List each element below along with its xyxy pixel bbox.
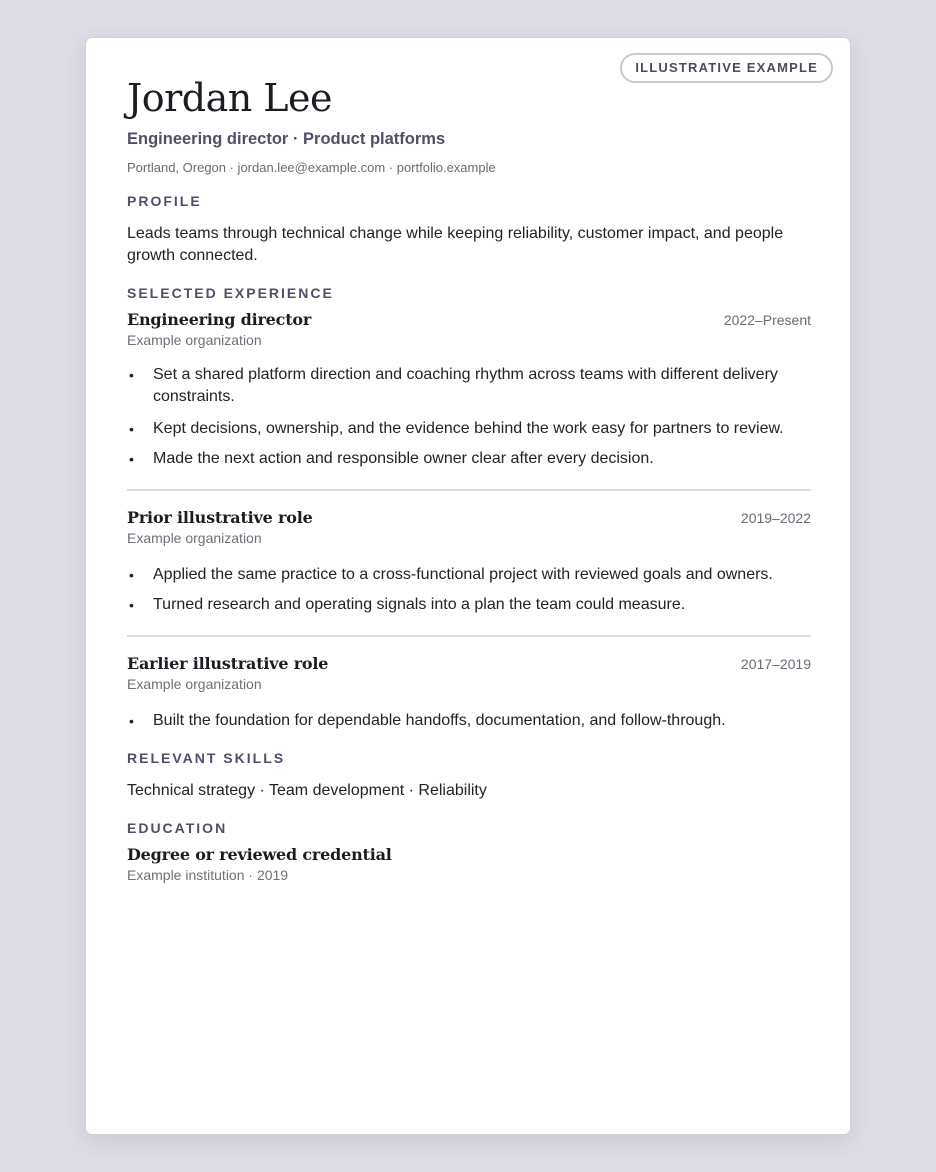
role-title: Prior illustrative role <box>127 508 313 527</box>
role-title: Engineering director <box>127 310 312 329</box>
illustrative-example-badge: ILLUSTRATIVE EXAMPLE <box>620 53 833 83</box>
role-divider <box>127 635 811 637</box>
role-bullets <box>127 564 811 616</box>
bullet-item: • Made the next action and responsible owner clear after every decision. <box>127 448 811 470</box>
contact-line: Portland, Oregon · jordan.lee@example.com · portfolio.example <box>127 160 496 175</box>
role-organization: Example organization <box>127 676 262 692</box>
role-dates: 2017–2019 <box>740 656 811 672</box>
profile-text: Leads teams through technical change while keeping reliability, customer impact, and people growth connected. <box>127 225 784 264</box>
skills-text: Technical strategy · Team development · Reliability <box>127 782 487 799</box>
profile-section-title: PROFILE <box>127 193 202 209</box>
candidate-headline: Engineering director · Product platforms <box>127 130 446 148</box>
education-section-title: EDUCATION <box>127 820 228 836</box>
experience-section-title: SELECTED EXPERIENCE <box>127 285 334 301</box>
role-bullets <box>127 364 811 470</box>
experience-role <box>127 654 811 732</box>
role-organization: Example organization <box>127 332 262 348</box>
bullet-item: • Built the foundation for dependable handoffs, documentation, and follow-through. <box>127 710 811 732</box>
role-organization: Example organization <box>127 530 262 546</box>
education-degree: Degree or reviewed credential <box>127 845 392 864</box>
experience-role <box>127 508 811 616</box>
candidate-name: Jordan Lee <box>127 76 333 120</box>
role-dates: 2022–Present <box>723 312 811 328</box>
bullet-item: • Turned research and operating signals into a plan the team could measure. <box>127 594 811 616</box>
role-dates: 2019–2022 <box>740 510 811 526</box>
bullet-item: • Kept decisions, ownership, and the evidence behind the work easy for partners to review. <box>127 418 811 440</box>
role-title: Earlier illustrative role <box>127 654 329 673</box>
experience-role <box>127 310 811 470</box>
resume-content <box>127 75 811 884</box>
role-divider <box>127 489 811 491</box>
skills-section-title: RELEVANT SKILLS <box>127 750 286 766</box>
bullet-item: • Applied the same practice to a cross-functional project with reviewed goals and owners. <box>127 564 811 586</box>
resume-sheet <box>85 37 851 1135</box>
role-bullets <box>127 710 811 732</box>
education-meta: Example institution · 2019 <box>127 867 289 883</box>
bullet-item: • Set a shared platform direction and coaching rhythm across teams with different delivery constraints. <box>127 364 811 408</box>
